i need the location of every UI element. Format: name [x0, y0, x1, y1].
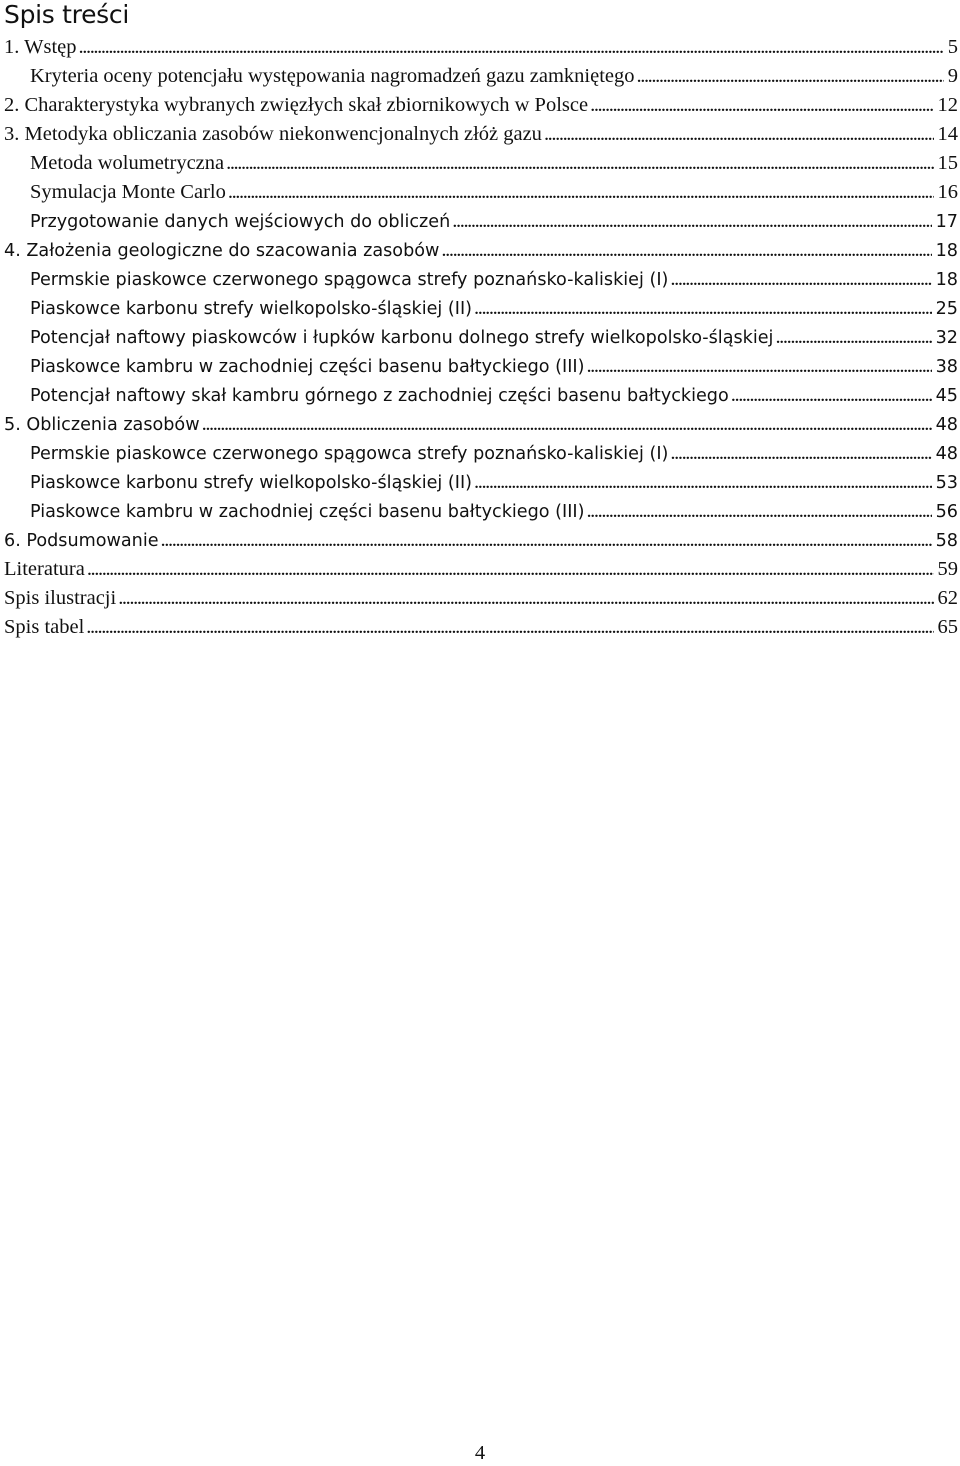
toc-dot-leader	[586, 352, 931, 381]
toc-entry-obliczenia-kambr[interactable]	[0, 497, 960, 526]
toc-dot-leader	[670, 265, 931, 294]
toc-entry-label: Symulacja Monte Carlo	[30, 181, 226, 203]
toc-entry-label: Spis ilustracji	[4, 587, 117, 609]
toc-entry-label: Piaskowce karbonu strefy wielkopolsko-śląskiej (II)	[30, 299, 472, 319]
toc-entry-label: 5. Obliczenia zasobów	[4, 415, 200, 435]
toc-dot-leader	[86, 613, 933, 642]
page-number: 4	[474, 1442, 486, 1464]
toc-entry-podsumowanie[interactable]	[0, 526, 960, 555]
toc-entry-label: Potencjał naftowy piaskowców i łupków karbonu dolnego strefy wielkopolsko-śląskiej	[30, 328, 774, 348]
toc-entry-piaskowce-kambru[interactable]	[0, 352, 960, 381]
toc-entry-page: 32	[935, 328, 958, 348]
toc-entry-page: 16	[937, 181, 958, 203]
toc-dot-leader	[775, 323, 931, 352]
toc-entry-obliczenia-karbon[interactable]	[0, 468, 960, 497]
toc-entry-label: Przygotowanie danych wejściowych do obliczeń	[30, 212, 451, 232]
toc-entry-page: 9	[947, 65, 958, 87]
toc-entry-page: 65	[937, 616, 958, 638]
toc-dot-leader	[202, 410, 932, 439]
toc-dot-leader	[226, 149, 933, 178]
toc-entry-page: 17	[935, 212, 958, 232]
toc-entry-obliczenia-zasobow[interactable]	[0, 410, 960, 439]
toc-entry-page: 15	[937, 152, 958, 174]
toc-dot-leader	[637, 62, 944, 91]
toc-entry-permskie-piaskowce[interactable]	[0, 265, 960, 294]
toc-entry-zalozenia-geologiczne[interactable]	[0, 236, 960, 265]
toc-entry-page: 48	[935, 444, 958, 464]
toc-entry-page: 14	[937, 123, 958, 145]
toc-entry-potencjal-kambru[interactable]	[0, 381, 960, 410]
toc-entry-wstep[interactable]	[0, 33, 960, 62]
toc-dot-leader	[118, 584, 933, 613]
toc-entry-label: Spis tabel	[4, 616, 85, 638]
toc-entry-page: 45	[935, 386, 958, 406]
toc-entry-page: 62	[937, 587, 958, 609]
toc-entry-label: Piaskowce karbonu strefy wielkopolsko-śląskiej (II)	[30, 473, 472, 493]
toc-entry-charakterystyka[interactable]	[0, 91, 960, 120]
toc-entry-page: 58	[935, 531, 958, 551]
toc-entry-label: Potencjał naftowy skał kambru górnego z zachodniej części basenu bałtyckiego	[30, 386, 729, 406]
toc-entry-label: 3. Metodyka obliczania zasobów niekonwencjonalnych złóż gazu	[4, 123, 542, 145]
toc-entry-page: 5	[947, 36, 958, 58]
toc-dot-leader	[586, 497, 931, 526]
toc-dot-leader	[87, 555, 934, 584]
toc-entry-przygotowanie-danych[interactable]	[0, 207, 960, 236]
toc-entry-page: 18	[935, 241, 958, 261]
toc-entry-obliczenia-permskie[interactable]	[0, 439, 960, 468]
toc-entry-page: 48	[935, 415, 958, 435]
toc-dot-leader	[79, 33, 944, 62]
toc-entry-label: Kryteria oceny potencjału występowania nagromadzeń gazu zamkniętego	[30, 65, 635, 87]
toc-entry-label: 2. Charakterystyka wybranych zwięzłych skał zbiornikowych w Polsce	[4, 94, 589, 116]
toc-entry-literatura[interactable]	[0, 555, 960, 584]
toc-entry-label: Metoda wolumetryczna	[30, 152, 225, 174]
toc-entry-label: 1. Wstęp	[4, 36, 77, 58]
toc-dot-leader	[441, 236, 931, 265]
toc-entry-metoda-wolumetryczna[interactable]	[0, 149, 960, 178]
toc-list	[0, 33, 960, 642]
toc-dot-leader	[731, 381, 932, 410]
toc-dot-leader	[670, 439, 931, 468]
toc-entry-page: 56	[935, 502, 958, 522]
toc-entry-label: 6. Podsumowanie	[4, 531, 159, 551]
toc-entry-potencjal-karbonu[interactable]	[0, 323, 960, 352]
toc-entry-spis-tabel[interactable]	[0, 613, 960, 642]
toc-entry-page: 53	[935, 473, 958, 493]
toc-entry-label: Literatura	[4, 558, 85, 580]
toc-entry-label: Piaskowce kambru w zachodniej części basenu bałtyckiego (III)	[30, 357, 585, 377]
toc-dot-leader	[161, 526, 932, 555]
toc-entry-piaskowce-karbonu[interactable]	[0, 294, 960, 323]
toc-entry-label: Permskie piaskowce czerwonego spągowca strefy poznańsko-kaliskiej (I)	[30, 444, 669, 464]
toc-entry-page: 25	[935, 299, 958, 319]
toc-dot-leader	[474, 468, 932, 497]
toc-entry-page: 12	[937, 94, 958, 116]
toc-dot-leader	[544, 120, 934, 149]
toc-entry-label: Permskie piaskowce czerwonego spągowca strefy poznańsko-kaliskiej (I)	[30, 270, 669, 290]
toc-entry-monte-carlo[interactable]	[0, 178, 960, 207]
toc-entry-page: 38	[935, 357, 958, 377]
toc-entry-page: 59	[937, 558, 958, 580]
toc-title: Spis treści	[4, 0, 129, 29]
toc-entry-page: 18	[935, 270, 958, 290]
toc-entry-metodyka[interactable]	[0, 120, 960, 149]
toc-entry-kryteria-oceny[interactable]	[0, 62, 960, 91]
toc-dot-leader	[590, 91, 933, 120]
toc-dot-leader	[228, 178, 934, 207]
toc-entry-spis-ilustracji[interactable]	[0, 584, 960, 613]
toc-dot-leader	[452, 207, 931, 236]
toc-entry-label: 4. Założenia geologiczne do szacowania zasobów	[4, 241, 440, 261]
toc-dot-leader	[474, 294, 932, 323]
toc-entry-label: Piaskowce kambru w zachodniej części basenu bałtyckiego (III)	[30, 502, 585, 522]
